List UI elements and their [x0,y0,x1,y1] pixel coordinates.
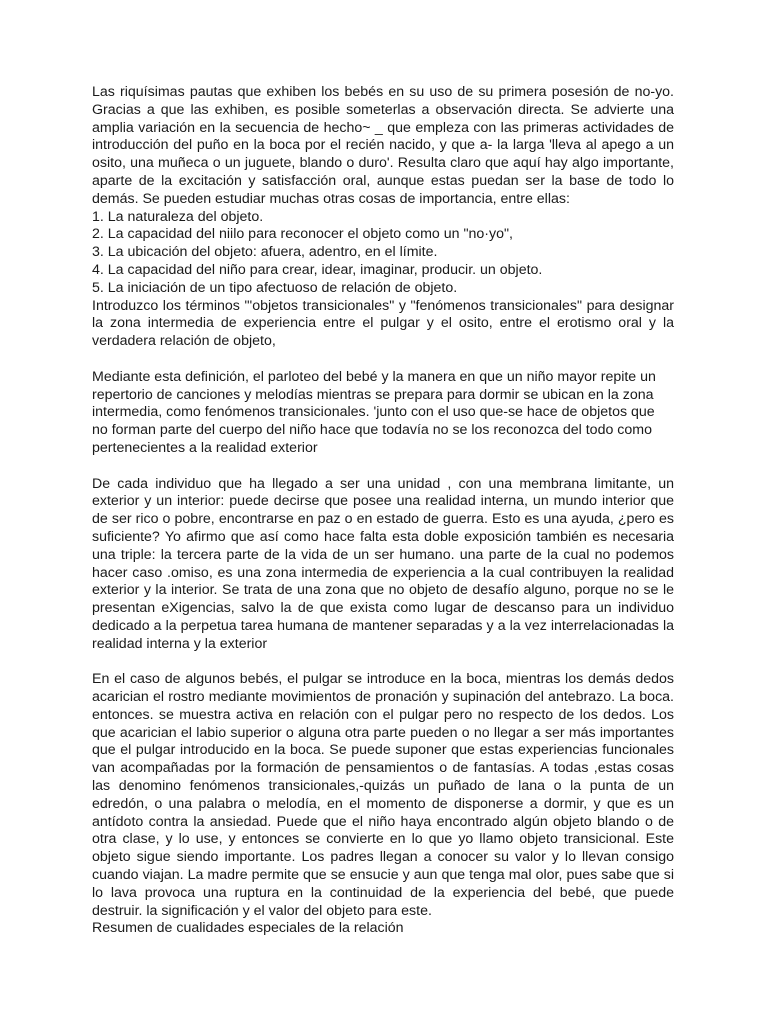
paragraph-5: En el caso de algunos bebés, el pulgar se introduce en la boca, mientras los demás dedos acarician el rostro mediante movimientos de pronación y supinación del antebrazo. La boca. entonces. se muestra activa en relación con el pulgar pero no respecto de los dedos. Los que acarician el labio superior o alguna otra parte pueden o no llegar a ser más importantes que el pulgar introducido en la boca. Se puede suponer que estas experiencias funcionales van acompañadas por la formación de pensamientos o de fantasías. A todas ,estas cosas las denomino fenómenos transicionales,-quizás un puñado de lana o la punta de un edredón, o una palabra o melodía, en el momento de disponerse a dormir, y que es un antídoto contra la ansiedad. Puede que el niño haya encontrado algún objeto blando o de otra clase, y lo use, y entonces se convierte en lo que yo llamo objeto transicional. Este objeto sigue siendo importante. Los padres llegan a conocer su valor y lo llevan consigo cuando viajan. La madre permite que se ensucie y aun que tenga mal olor, pues sabe que si lo lava provoca una ruptura en la continuidad de la experiencia del bebé, que puede destruir. la significación y el valor del objeto para este. [92,671,674,919]
list-item: 4. La capacidad del niño para crear, idear, imaginar, producir. un objeto. [92,261,543,278]
paragraph-spacer [92,458,674,476]
paragraph-1: Las riquísimas pautas que exhiben los bebés en su uso de su primera posesión de no-yo. Gracias a que las exhiben, es posible someterlas a observación directa. Se advierte una amplia variación en la secuencia de hecho~ _ que empleza con las primeras actividades de introducción del puño en la boca por el recién nacido, y que a- la larga 'lleva al apego a un osito, una muñeca o un juguete, blando o duro'. Resulta claro que aquí hay algo importante, aparte de la excitación y satisfacción oral, aunque estas puedan ser la base de todo lo demás. Se pueden estudiar muchas otras cosas de importancia, entre ellas: [92,84,674,207]
paragraph-spacer [92,654,674,672]
closing-line: Resumen de cualidades especiales de la relación [92,920,404,937]
paragraph-4: De cada individuo que ha llegado a ser una unidad , con una membrana limitante, un exterior y un interior: puede decirse que posee una realidad interna, un mundo interior que de ser rico o pobre, encontrarse en paz o en estado de guerra. Esto es una ayuda, ¿pero es suficiente? Yo afirmo que así como hace falta esta doble exposición también es necesaria una triple: la tercera parte de la vida de un ser humano. una parte de la cual no podemos hacer caso .omiso, es una zona intermedia de experiencia a la cual contribuyen la realidad exterior y la interior. Se trata de una zona que no objeto de desafío alguno, porque no se le presentan eXigencias, salvo la de que exista como lugar de descanso para un individuo dedicado a la perpetua tarea humana de mantener separadas y a la vez interrelacionadas la realidad interna y la exterior [92,475,674,652]
numbered-list [92,209,674,298]
document-page [92,84,674,938]
list-item: 1. La naturaleza del objeto. [92,208,264,225]
paragraph-2: Introduzco los términos "'objetos transicionales" y "fenómenos transicionales" para designar la zona intermedia de experiencia entre el pulgar y el osito, entre el erotismo oral y la verdadera relación de objeto, [92,297,674,350]
list-item: 5. La iniciación de un tipo afectuoso de relación de objeto. [92,279,458,296]
paragraph-3: Mediante esta definición, el parloteo del bebé y la manera en que un niño mayor repite un repertorio de canciones y melodías mientras se prepara para dormir se ubican en la zona intermedia, como fenómenos transicionales. 'junto con el uso que-se hace de objetos que no forman parte del cuerpo del niño hace que todavía no se los reconozca del todo como pertenecientes a la realidad exterior [92,368,656,456]
list-item: 2. La capacidad del niilo para reconocer el objeto como un "no·yo", [92,226,513,243]
list-item: 3. La ubicación del objeto: afuera, adentro, en el límite. [92,244,438,261]
paragraph-spacer [92,351,674,369]
